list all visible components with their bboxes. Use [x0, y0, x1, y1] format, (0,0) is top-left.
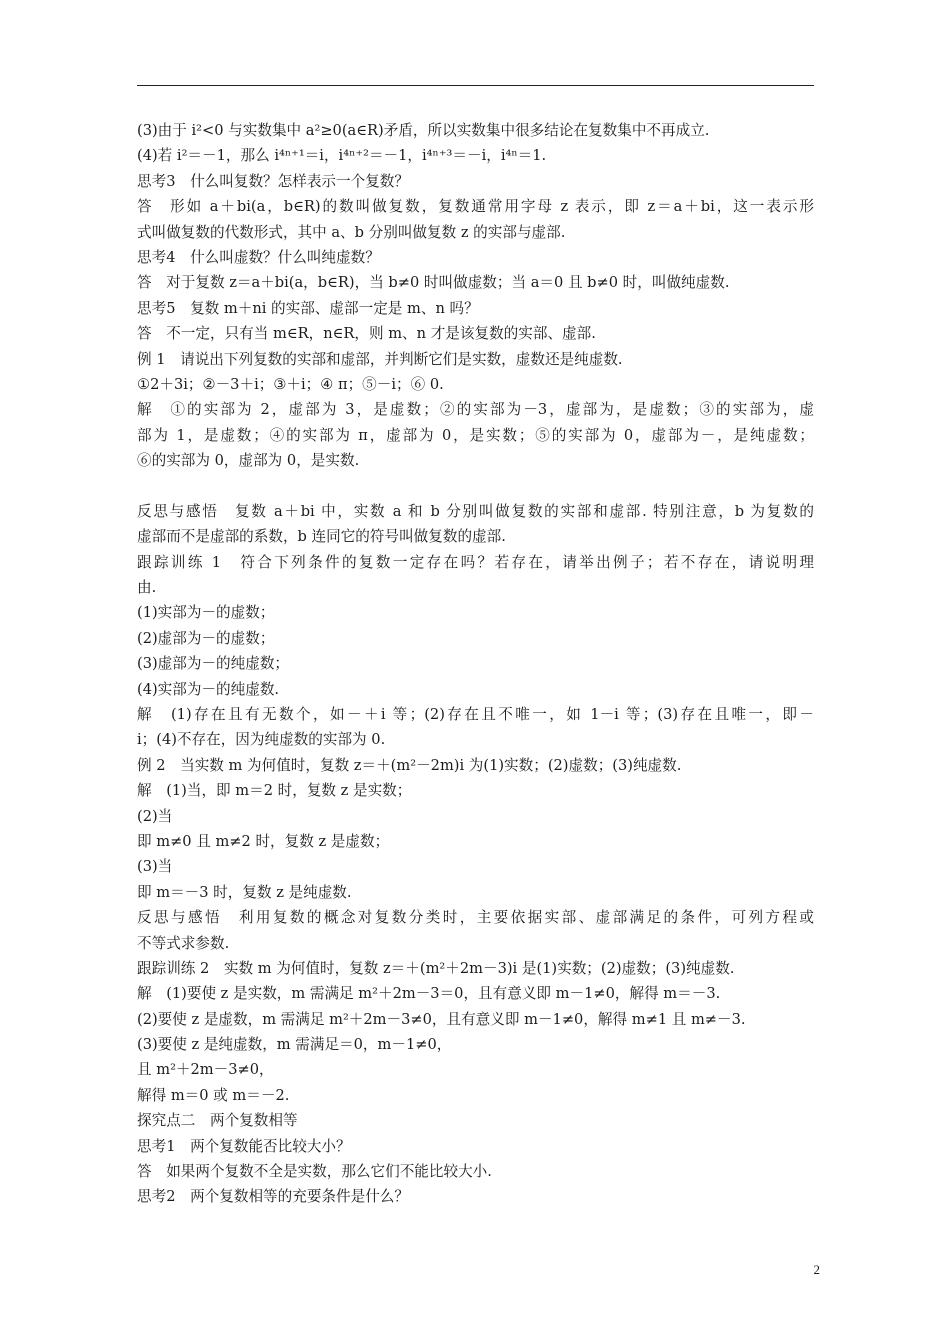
- text-line: 思考1 两个复数能否比较大小？: [137, 1137, 351, 1155]
- text-line: 例 2 当实数 m 为何值时，复数 z＝＋(m²－2m)i 为(1)实数；(2)虚数；(3)纯虚数.: [137, 756, 682, 774]
- text-line: 虚部而不是虚部的系数，b 连同它的符号叫做复数的虚部.: [137, 528, 506, 546]
- text-line: (3)由于 i²<0 与实数集中 a²≥0(a∈R)矛盾，所以实数集中很多结论在复数集中不再成立.: [137, 122, 710, 139]
- text-line: (2)当: [137, 807, 173, 825]
- text-line: ①2＋3i；②－3＋i；③＋i；④ π；⑤－i；⑥ 0.: [137, 375, 444, 393]
- text-line: 不等式求参数.: [137, 934, 230, 952]
- text-line: 跟踪训练 1 符合下列条件的复数一定存在吗？若存在，请举出例子；若不存在，请说明理: [137, 553, 814, 571]
- text-line: 由.: [137, 579, 157, 597]
- text-line: (3)虚部为－的纯虚数；: [137, 655, 290, 673]
- text-line: 解 (1)当，即 m＝2 时，复数 z 是实数；: [137, 782, 412, 800]
- text-line: (2)虚部为－的虚数；: [137, 629, 275, 647]
- text-line: 探究点二 两个复数相等: [137, 1112, 298, 1130]
- text-line: (1)实部为－的虚数；: [137, 604, 275, 622]
- text-line: 例 1 请说出下列复数的实部和虚部，并判断它们是实数，虚数还是纯虚数.: [137, 350, 623, 368]
- text-line: 反思与感悟 复数 a＋bi 中，实数 a 和 b 分别叫做复数的实部和虚部. 特别注意，b 为复数的: [137, 502, 814, 520]
- text-line: 思考4 什么叫虚数？什么叫纯虚数？: [137, 248, 380, 266]
- text-line: 答 形如 a＋bi(a，b∈R)的数叫做复数，复数通常用字母 z 表示，即 z＝a＋bi，这一表示形: [137, 198, 814, 216]
- text-line: 即 m＝－3 时，复数 z 是纯虚数.: [137, 883, 352, 901]
- text-line: 解得 m＝0 或 m＝－2.: [137, 1086, 290, 1104]
- text-line: 解 (1)存在且有无数个，如－＋i 等；(2)存在且不唯一，如 1－i 等；(3)存在且唯一，即－: [137, 705, 814, 723]
- page-number: 2: [813, 1262, 820, 1277]
- text-line: 反思与感悟 利用复数的概念对复数分类时，主要依据实部、虚部满足的条件，可列方程或: [137, 909, 814, 927]
- text-line: (3)当: [137, 858, 173, 876]
- text-line: 答 对于复数 z＝a＋bi(a，b∈R)，当 b≠0 时叫做虚数；当 a＝0 且 b≠0 时，叫做纯虚数.: [137, 274, 730, 292]
- text-line: (3)要使 z 是纯虚数，m 需满足＝0，m－1≠0，: [137, 1036, 452, 1054]
- text-line: 答 不一定，只有当 m∈R，n∈R，则 m、n 才是该复数的实部、虚部.: [137, 325, 596, 343]
- text-line: 答 如果两个复数不全是实数，那么它们不能比较大小.: [137, 1163, 492, 1181]
- text-line: 即 m≠0 且 m≠2 时，复数 z 是虚数；: [137, 832, 390, 850]
- text-line: 解 ①的实部为 2，虚部为 3，是虚数；②的实部为－3，虚部为，是虚数；③的实部为，虚: [137, 401, 814, 419]
- page-body: [137, 118, 814, 1210]
- text-line: ⑥的实部为 0，虚部为 0，是实数.: [137, 452, 360, 470]
- header-rule: [137, 85, 814, 86]
- text-line: 思考3 什么叫复数？怎样表示一个复数？: [137, 172, 409, 190]
- text-line: i；(4)不存在，因为纯虚数的实部为 0.: [137, 731, 386, 749]
- text-line: 解 (1)要使 z 是实数，m 需满足 m²＋2m－3＝0，且有意义即 m－1≠0，解得 m＝－3.: [137, 985, 721, 1003]
- text-line: 跟踪训练 2 实数 m 为何值时，复数 z＝＋(m²＋2m－3)i 是(1)实数；(2)虚数；(3)纯虚数.: [137, 959, 735, 977]
- text-line: 思考5 复数 m＋ni 的实部、虚部一定是 m、n 吗？: [137, 299, 479, 317]
- text-line: (2)要使 z 是虚数，m 需满足 m²＋2m－3≠0，且有意义即 m－1≠0，解得 m≠1 且 m≠－3.: [137, 1010, 746, 1028]
- text-line: (4)若 i²＝－1，那么 i⁴ⁿ⁺¹＝i，i⁴ⁿ⁺²＝－1，i⁴ⁿ⁺³＝－i，i⁴ⁿ＝1.: [137, 147, 547, 165]
- text-line: 式叫做复数的代数形式，其中 a、b 分别叫做复数 z 的实部与虚部.: [137, 223, 566, 241]
- blank-line: [137, 473, 814, 498]
- text-line: 且 m²＋2m－3≠0，: [137, 1061, 274, 1079]
- text-line: 思考2 两个复数相等的充要条件是什么？: [137, 1188, 409, 1206]
- text-line: 部为 1，是虚数；④的实部为 π，虚部为 0，是实数；⑤的实部为 0，虚部为－，是纯虚数；: [137, 426, 814, 444]
- text-line: (4)实部为－的纯虚数.: [137, 680, 280, 698]
